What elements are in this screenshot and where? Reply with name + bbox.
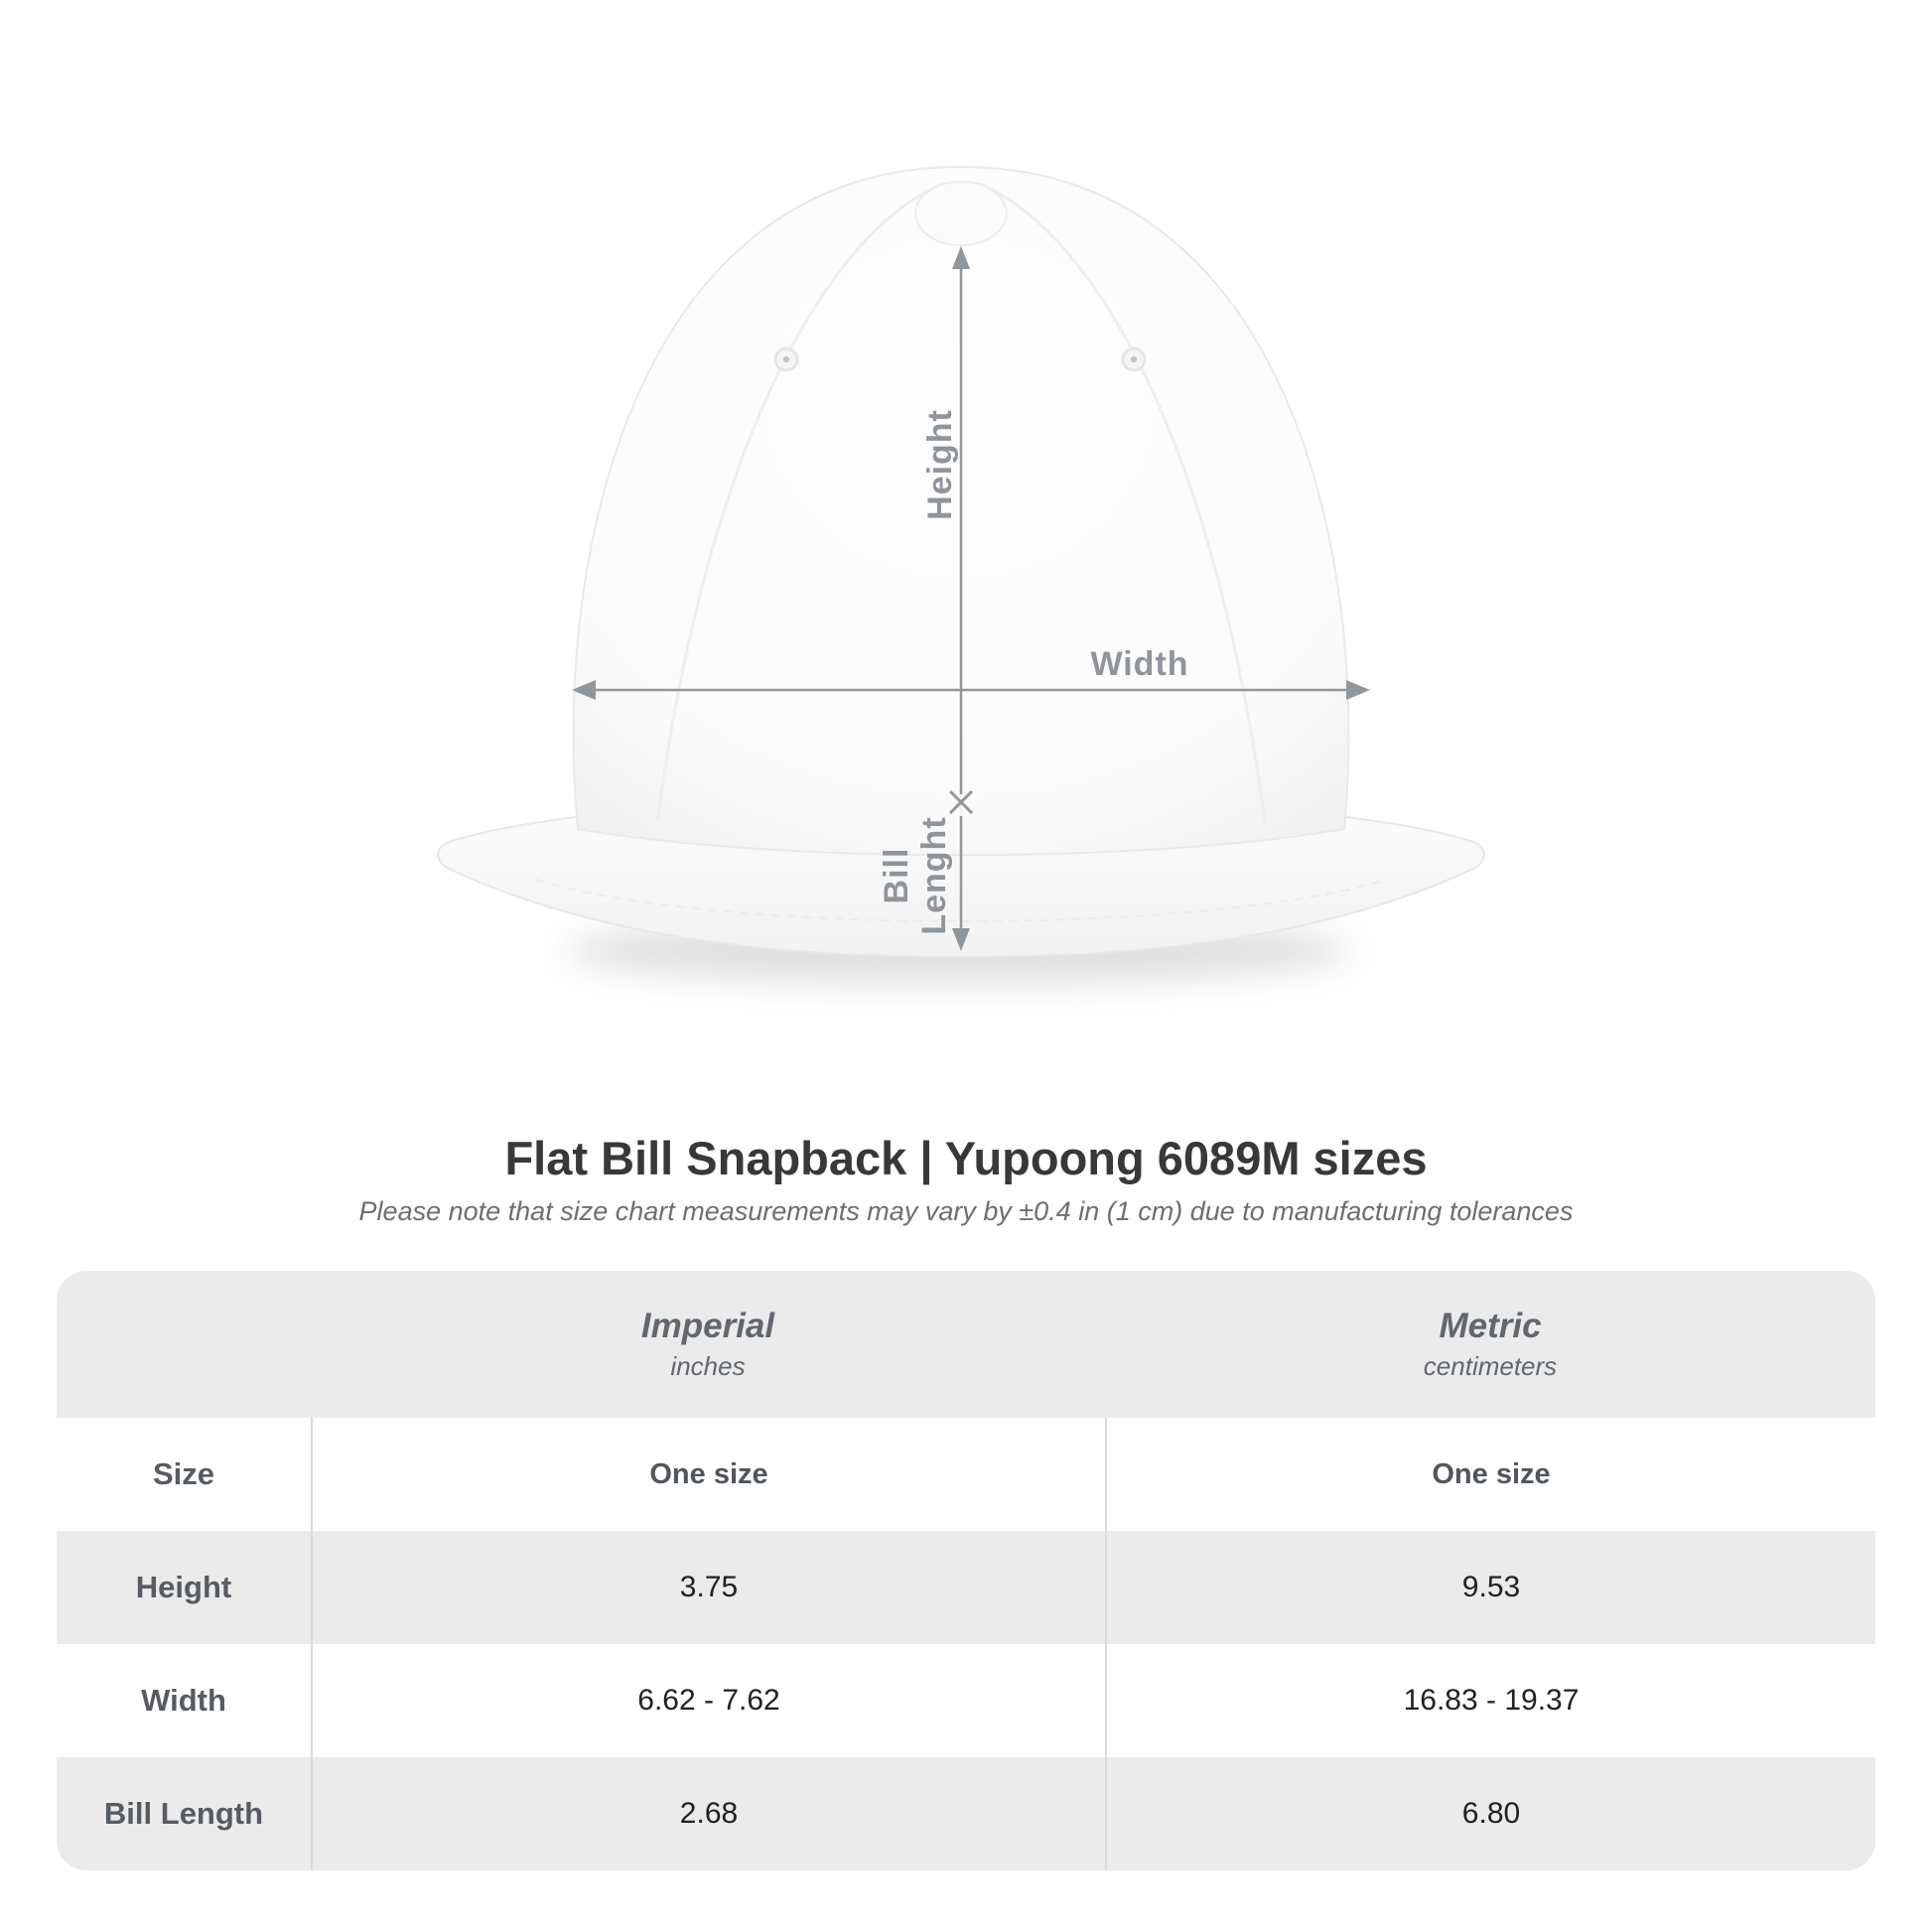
imperial-column-unit: inches: [670, 1351, 746, 1381]
table-header-row: [57, 1271, 1875, 1418]
width-imperial-value: 6.62 - 7.62: [637, 1684, 780, 1717]
height-dimension-label: Height: [921, 409, 959, 520]
bill-length-imperial-value: 2.68: [679, 1797, 739, 1830]
table-header-corner-cell: [57, 1271, 311, 1418]
width-dimension-label: Width: [1090, 645, 1189, 683]
metric-column-unit: centimeters: [1423, 1351, 1558, 1381]
table-row-width: [57, 1644, 1875, 1757]
height-metric-value: 9.53: [1461, 1571, 1521, 1603]
bill-length-metric-value: 6.80: [1461, 1797, 1521, 1830]
bill-length-dimension-label-line2: Lenght: [915, 816, 953, 935]
table-row-size: [57, 1418, 1875, 1531]
hat-top-button: [915, 182, 1007, 245]
eyelet-right: [1123, 348, 1145, 370]
eyelet-left: [775, 348, 797, 370]
tolerance-note: Please note that size chart measurements may vary by ±0.4 in (1 cm) due to manufacturing tolerances: [358, 1196, 1574, 1226]
row-label-width: Width: [141, 1683, 226, 1718]
width-metric-value: 16.83 - 19.37: [1403, 1684, 1580, 1717]
metric-column-title: Metric: [1439, 1307, 1542, 1345]
title-block: [0, 1132, 1932, 1227]
row-label-bill-length: Bill Length: [103, 1796, 264, 1831]
row-label-size: Size: [152, 1456, 215, 1491]
table-row-height: [57, 1531, 1875, 1644]
bill-length-dimension-label-line1: Bill: [878, 847, 915, 904]
page-title: Flat Bill Snapback | Yupoong 6089M sizes: [504, 1132, 1428, 1184]
row-label-height: Height: [135, 1570, 232, 1604]
metric-column-header: [1105, 1271, 1875, 1418]
imperial-column-title: Imperial: [640, 1307, 775, 1345]
size-imperial-value: One size: [649, 1457, 768, 1490]
size-metric-value: One size: [1432, 1457, 1551, 1490]
height-imperial-value: 3.75: [679, 1571, 739, 1603]
table-row-bill-length: [57, 1757, 1875, 1870]
size-chart-table: [57, 1271, 1875, 1870]
imperial-column-header: [311, 1271, 1105, 1418]
